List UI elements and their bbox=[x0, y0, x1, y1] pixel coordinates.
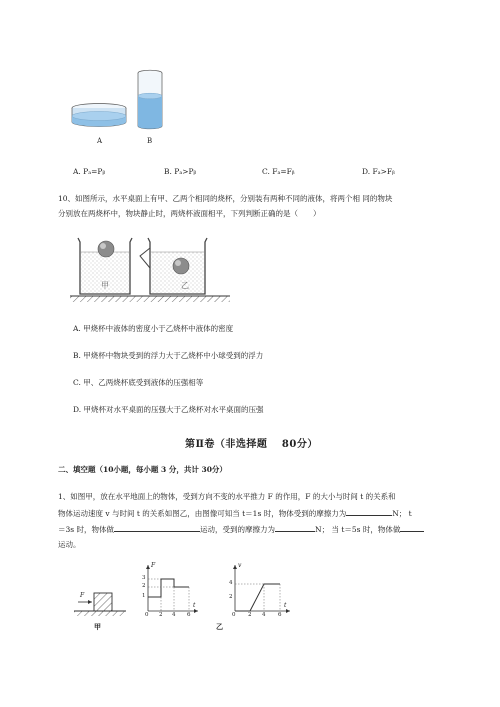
q1-stem-line1: 1、如图甲，放在水平地面上的物体，受到方向不变的水平推力 F 的作用，F 的大小与时间 t 的关系和 bbox=[58, 492, 396, 501]
q9-option-a: A. Pₐ=Pᵦ bbox=[73, 167, 106, 176]
section2-heading: 二、填空题（10小题，每小题 3 分，共计 30分） bbox=[58, 465, 227, 474]
q10-stem-line2: 分别放在两烧杯中，物块静止时，两烧杯液面相平，下列判断正确的是（ ） bbox=[58, 209, 321, 218]
q10-option-b: B. 甲烧杯中物块受到的浮力大于乙烧杯中小球受到的浮力 bbox=[73, 351, 264, 360]
q1-line3-b: 运动，受到的摩擦力为 bbox=[200, 525, 276, 534]
graph-f-y-tick-2: 2 bbox=[142, 583, 146, 589]
graph-f-y-tick-1: 1 bbox=[142, 593, 146, 599]
graph-v-x-tick-6: 6 bbox=[278, 612, 282, 618]
graph-v-y-tick-2: 2 bbox=[229, 594, 233, 600]
q10-option-d: D. 甲烧杯对水平桌面的压强大于乙烧杯对水平桌面的压强 bbox=[73, 405, 264, 414]
graph-v-x-label: t bbox=[284, 602, 287, 609]
beaker-left-label: 甲 bbox=[101, 281, 109, 290]
fig-yi-label: 乙 bbox=[216, 622, 223, 631]
graph-f-y-label: F bbox=[151, 562, 156, 569]
container-b-label: B bbox=[147, 137, 153, 145]
q10-option-c: C. 甲、乙两烧杯底受到液体的压强相等 bbox=[73, 378, 204, 387]
q10-stem-line1: 10、如图所示，水平桌面上有甲、乙两个相同的烧杯，分别装有两种不同的液体，将两个相 同的物块 bbox=[58, 194, 393, 203]
graph-f-x-label: t bbox=[193, 602, 196, 609]
q9-option-d: D. Fₐ>Fᵦ bbox=[362, 167, 395, 176]
q1-line3-c: N； 当 t＝5s 时，物体做 bbox=[315, 525, 401, 534]
q10-option-a: A. 甲烧杯中液体的密度小于乙烧杯中液体的密度 bbox=[73, 324, 234, 333]
graph-v-y-tick-4: 4 bbox=[229, 580, 233, 586]
graph-v-y-label: v bbox=[238, 562, 242, 569]
graph-f-x-tick-4: 4 bbox=[172, 612, 176, 618]
q1-stem-line4: 运动。 bbox=[58, 540, 81, 549]
force-label: F bbox=[80, 592, 85, 599]
part2-title: 第Ⅱ卷（非选择题 80分） bbox=[185, 439, 318, 450]
q1-line2-end: N； t bbox=[392, 509, 412, 518]
graph-f-x-tick-0: 0 bbox=[145, 612, 149, 618]
q1-line2-text: 物体运动速度 v 与时间 t 的关系如图乙，由图像可知当 t＝1s 时，物体受到的摩擦力为 bbox=[58, 509, 347, 518]
graph-f-y-tick-3: 3 bbox=[142, 575, 146, 581]
graph-f-x-tick-2: 2 bbox=[159, 612, 163, 618]
q9-option-c: C. Fₐ=Fᵦ bbox=[262, 167, 295, 176]
q1-line3-a: ＝3s 时，物体做 bbox=[58, 525, 115, 534]
fig-jia-label: 甲 bbox=[94, 622, 101, 631]
q9-option-b: B. Pₐ>Pᵦ bbox=[164, 167, 197, 176]
graph-v-x-tick-0: 0 bbox=[232, 612, 236, 618]
graph-v-x-tick-4: 4 bbox=[262, 612, 266, 618]
graph-f-x-tick-6: 6 bbox=[187, 612, 191, 618]
graph-v-x-tick-2: 2 bbox=[248, 612, 252, 618]
beaker-right-label: 乙 bbox=[181, 281, 189, 290]
container-a-label: A bbox=[97, 137, 103, 145]
